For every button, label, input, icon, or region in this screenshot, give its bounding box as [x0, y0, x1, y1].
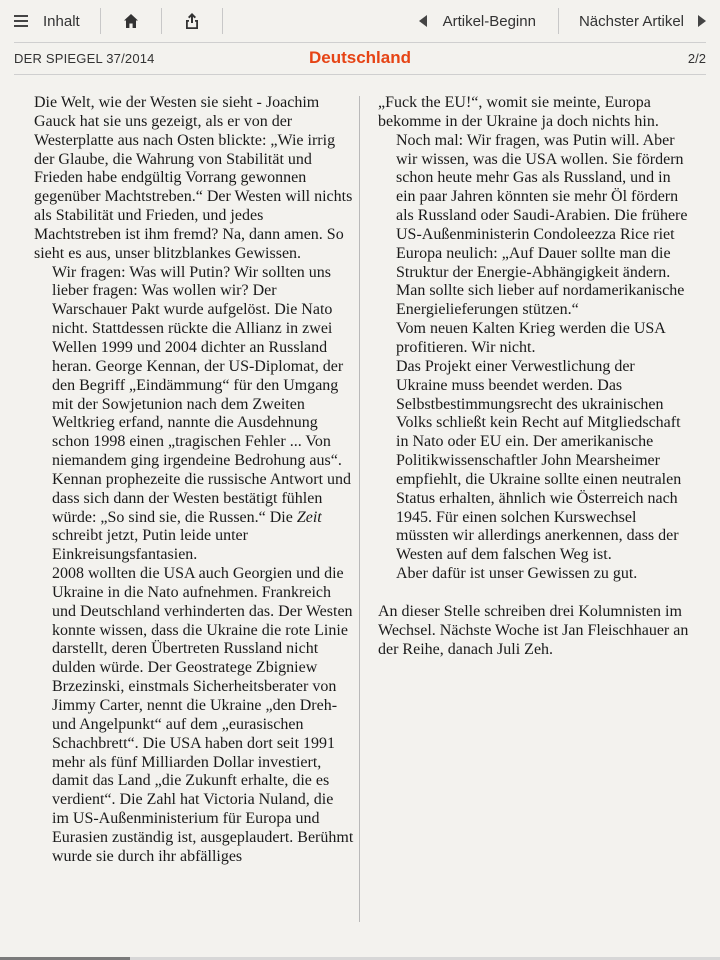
next-arrow-icon	[698, 15, 706, 27]
toolbar-divider-line	[14, 42, 706, 43]
article-column-left	[34, 94, 354, 867]
column-divider	[359, 96, 360, 922]
next-article-label: Nächster Artikel	[578, 12, 684, 30]
article-paragraph: Aber dafür ist unser Gewissen zu gut.	[396, 565, 638, 583]
page-header	[14, 48, 706, 70]
menu-icon	[14, 15, 28, 27]
article-begin-button[interactable]	[405, 0, 558, 42]
contents-label: Inhalt	[43, 12, 80, 30]
toolbar-divider	[222, 8, 223, 34]
article-paragraph: Die Welt, wie der Westen sie sieht - Joachim Gauck hat sie uns gezeigt, als er von der Westerplatte aus nach Osten blickte: „Wie irrig der Glaube, die Wahrung von Stabilität und Frieden habe endgültig Vorrang gewonnen gegenüber Machtstreben.“ Der Westen will nichts als Stabilität und Frieden, und jedes Machtstreben ist ihm fremd? Na, dann amen. So sieht es aus, unser blitzblankes Gewissen.	[34, 94, 353, 262]
article-paragraph: Vom neuen Kalten Krieg werden die USA profitieren. Wir nicht.	[396, 320, 665, 356]
back-arrow-icon	[419, 15, 427, 27]
article-paragraph: „Fuck the EU!“, womit sie meinte, Europa bekomme in der Ukraine ja doch nichts hin.	[378, 94, 659, 130]
article-paragraph: Noch mal: Wir fragen, was Putin will. Aber wir wissen, was die USA wollen. Sie fördern schon heute mehr Gas als Russland, und in ein paar Jahren könnten sie mehr Öl fördern als Russland oder Saudi-Arabien. Die frühere US-Außenministerin Condoleezza Rice riet Europa neulich: „Auf Dauer sollte man die Struktur der Energie-Abhängigkeit ändern. Man sollte sich lieber auf nordamerikanische Energielieferungen stützen.“	[396, 131, 688, 319]
section-title: Deutschland	[308, 48, 412, 67]
article-paragraph: Das Projekt einer Verwestlichung der Ukraine muss beendet werden. Das Selbstbestimmungsrecht des ukrainischen Volks schließt kein Recht auf Mitgliedschaft in Nato oder EU ein. Der amerikanische Politikwissenschaftler John Mearsheimer empfiehlt, die Ukraine sollte einen neutralen Status erhalten, ähnlich wie Österreich nach 1945. Für einen solchen Kurswechsel müssten wir allerdings anerkennen, dass der Westen auf dem falschen Weg ist.	[396, 357, 682, 564]
author-note: An dieser Stelle schreiben drei Kolumnisten im Wechsel. Nächste Woche ist Jan Fleischhauer an der Reihe, danach Juli Zeh.	[378, 602, 689, 658]
share-icon	[184, 12, 200, 30]
article-paragraph: 2008 wollten die USA auch Georgien und die Ukraine in die Nato aufnehmen. Frankreich und Deutschland verhinderten das. Der Westen konnte wissen, dass die Ukraine die rote Linie darstellt, deren Übertreten Russland nicht dulden würde. Der Geostratege Zbigniew Brzezinski, einstmals Sicherheitsberater von Jimmy Carter, nennt die Ukraine „den Dreh- und Angelpunkt“ auf dem „eurasischen Schachbrett“. Die USA haben dort seit 1991 mehr als fünf Milliarden Dollar investiert, damit das Land „die Zukunft erhalte, die es verdient“. Die Zahl hat Victoria Nuland, die im US-Außenministerium für Europa und Eurasien zuständig ist, ausgeplaudert. Berühmt wurde sie durch ihr abfälliges	[52, 565, 354, 865]
top-toolbar	[0, 0, 720, 42]
next-article-button[interactable]	[559, 0, 720, 42]
home-icon	[123, 13, 139, 29]
share-button[interactable]	[162, 0, 222, 42]
home-button[interactable]	[101, 0, 161, 42]
page-indicator: 2/2	[687, 51, 706, 66]
article-column-right	[378, 94, 690, 659]
publication-label: DER SPIEGEL 37/2014	[14, 51, 155, 66]
article-paragraph: Wir fragen: Was will Putin? Wir sollten uns lieber fragen: Was wollen wir? Der Warschauer Pakt wurde aufgelöst. Die Nato nicht. Stattdessen rückte die Allianz in zwei Wellen 1999 und 2004 dichter an Russland heran. George Kennan, der US-Diplomat, der den Begriff „Eindämmung“ für den Umgang mit der Sowjetunion nach dem Zweiten Weltkrieg erfand, nannte die Ausdehnung schon 1998 einen „tragischen Fehler ... Von niemandem ging irgendeine Bedrohung aus“. Kennan prophezeite die russische Antwort und dass sich dann der Westen bestätigt fühlen würde: „So sind sie, die Russen.“ Die Zeit schreibt jetzt, Putin leide unter Einkreisungsfantasien.	[52, 263, 352, 564]
contents-menu-button[interactable]	[0, 0, 100, 42]
article-begin-label: Artikel-Beginn	[442, 12, 536, 30]
header-divider-line	[14, 74, 706, 75]
